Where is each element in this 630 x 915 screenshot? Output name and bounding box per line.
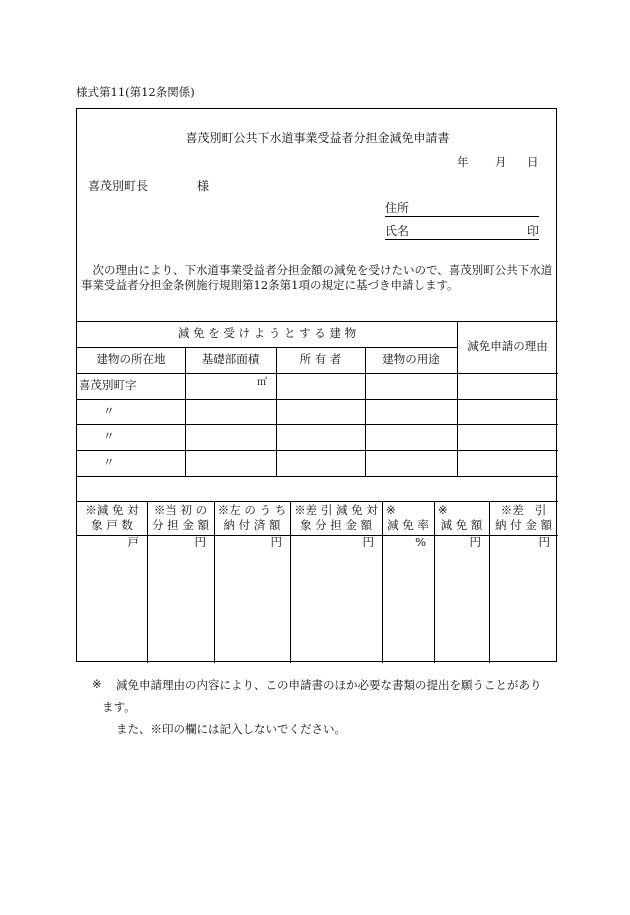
rate-unit: % (415, 535, 426, 549)
payment-amount-header-line1: ※差 引 (500, 503, 547, 517)
initial-amount-header-line1: ※当 初 の (153, 503, 208, 517)
name-field[interactable] (385, 222, 539, 240)
row4-location-ditto: 〃 (103, 455, 115, 469)
area-header: 基礎部面積 (201, 352, 260, 366)
seal-mark: 印 (526, 224, 539, 238)
date-month: 月 (495, 155, 507, 169)
row2-location-ditto: 〃 (103, 404, 115, 418)
addressee-name: 喜茂別町長 (88, 179, 149, 193)
target-amount-header-line2: 象 分 担 金 額 (299, 518, 373, 532)
date-day: 日 (527, 155, 539, 169)
body-text: 次の理由により、下水道事業受益者分担金額の減免を受けたいので、喜茂別町公共下水道事業受益者分担金条例施行規則第12条第1項の規定に基づき申請します。 (81, 263, 553, 292)
reason-header: 減免申請の理由 (467, 339, 548, 353)
households-header-line2: 象 戸 数 (91, 518, 133, 532)
owner-header: 所 有 者 (299, 352, 342, 366)
reduction-amount-header-line1: ※ (438, 503, 448, 517)
address-field[interactable] (385, 199, 539, 217)
note-mark: ※ (92, 677, 102, 691)
date-year: 年 (457, 155, 469, 169)
application-form-frame (76, 108, 557, 662)
row1-area-unit: ㎡ (257, 377, 267, 388)
rate-header-line1: ※ (386, 503, 396, 517)
paid-amount-header-line1: ※左 の う ち (217, 503, 287, 517)
location-header: 建物の所在地 (96, 352, 166, 366)
paid-amount-unit: 円 (270, 535, 282, 549)
address-label: 住所 (385, 201, 410, 215)
households-header-line1: ※減 免 対 (85, 503, 139, 517)
row3-location-ditto: 〃 (103, 429, 115, 443)
rate-header-line2: 減 免 率 (387, 518, 429, 532)
name-label: 氏名 (385, 224, 410, 238)
usage-header: 建物の用途 (382, 352, 440, 366)
reduction-amount-header-line2: 減 免 額 (440, 518, 483, 532)
reduction-amount-unit: 円 (469, 535, 481, 549)
note-line1: 減免申請理由の内容により、この申請書のほか必要な書類の提出を願うことがあり (116, 678, 542, 692)
note-line2: ます。 (102, 700, 136, 714)
initial-amount-header-line2: 分 担 金 額 (152, 518, 209, 532)
households-unit: 戸 (127, 535, 139, 549)
payment-amount-unit: 円 (538, 535, 550, 549)
paid-amount-header-line2: 納 付 済 額 (223, 518, 281, 532)
form-label: 様式第11(第12条関係) (76, 85, 195, 99)
note-line3: また、※印の欄には記入しないでください。 (116, 722, 346, 736)
target-amount-header-line1: ※差 引 減 免 対 (294, 503, 378, 517)
payment-amount-header-line2: 納 付 金 額 (495, 518, 552, 532)
target-amount-unit: 円 (362, 535, 374, 549)
addressee-honorific: 様 (197, 179, 210, 193)
form-title: 喜茂別町公共下水道事業受益者分担金減免申請書 (185, 131, 450, 145)
row1-location: 喜茂別町字 (79, 378, 137, 392)
building-group-header: 減 免 を 受 け よ う と す る 建 物 (177, 326, 357, 340)
initial-amount-unit: 円 (194, 535, 206, 549)
